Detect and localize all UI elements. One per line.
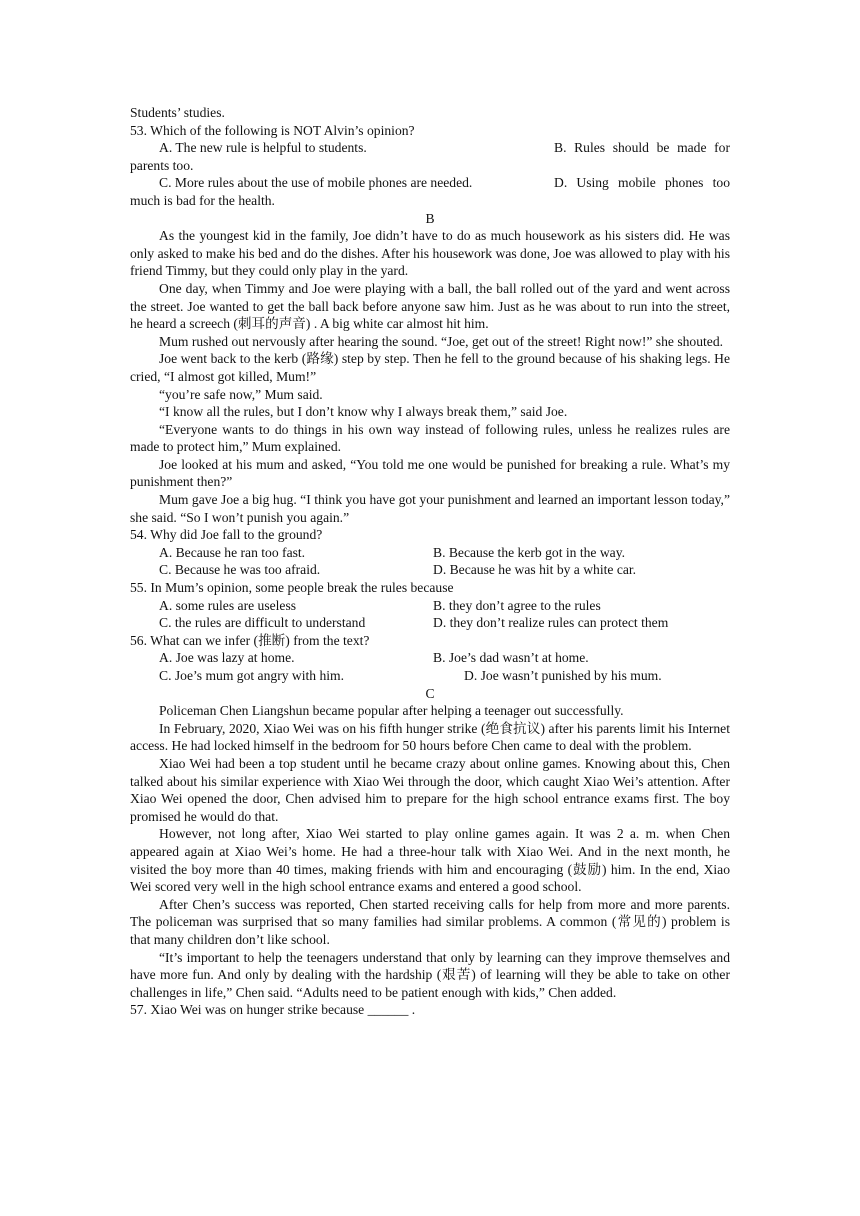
passage-b-paragraph: Mum rushed out nervously after hearing the sound. “Joe, get out of the street! Right now!” she shouted. — [159, 333, 724, 349]
passage-c-paragraph: In February, 2020, Xiao Wei was on his fifth hunger strike (绝食抗议) after his parents limit his Internet access. He had locked himself in the bedroom for 50 hours before Chen came to deal with the problem. — [130, 720, 730, 754]
passage-c-paragraph: Xiao Wei had been a top student until he became crazy about online games. Knowing about this, Chen talked about his similar experience with Xiao Wei through the door, which caught Xiao Wei’s attention. After Xiao Wei opened the door, Chen advised him to prepare for the high school entrance exams first. The boy promised he would do that. — [130, 755, 730, 824]
option-56-d: D. Joe wasn’t punished by his mum. — [464, 668, 662, 683]
passage-c-paragraph: “It’s important to help the teenagers understand that only by learning can they improve themselves and have more fun. And only by dealing with the hardship (艰苦) of learning will they be able to take on other challenges in life,” Chen said. “Adults need to be patient enough with kids,” Chen added. — [130, 949, 730, 1000]
option-53-d: D. Using mobile phones too much is bad for the health. — [130, 175, 730, 208]
question-54-options-cd — [130, 561, 730, 579]
passage-b-paragraph: As the youngest kid in the family, Joe didn’t have to do as much housework as his sisters did. He was only asked to make his bed and do the dishes. After his housework was done, Joe was allowed to play with his friend Timmy, but they could only play in the yard. — [130, 228, 730, 279]
passage-c-paragraph: Policeman Chen Liangshun became popular after helping a teenager out successfully. — [159, 703, 624, 719]
question-57: 57. Xiao Wei was on hunger strike because ______ . — [130, 1002, 416, 1018]
option-55-b: B. they don’t agree to the rules — [433, 597, 601, 613]
option-54-b: B. Because the kerb got in the way. — [433, 544, 626, 560]
option-55-a: A. some rules are useless — [159, 597, 297, 613]
passage-b-paragraph: “you’re safe now,” Mum said. — [159, 386, 323, 402]
question-54-options-ab — [130, 544, 730, 562]
passage-b-paragraph: Joe went back to the kerb (路缘) step by step. Then he fell to the ground because of his shaking legs. He cried, “I almost got killed, Mum!” — [130, 351, 730, 384]
passage-b-paragraph: “Everyone wants to do things in his own way instead of following rules, unless he realizes rules are made to protect him,” Mum explained. — [130, 421, 730, 455]
question-53-options-ab — [130, 139, 730, 174]
passage-c-paragraph: After Chen’s success was reported, Chen started receiving calls for help from more and more parents. The policeman was surprised that so many families had similar problems. A common (常见的) problem is that many children don’t like school. — [130, 896, 730, 947]
passage-b-paragraph: “I know all the rules, but I don’t know why I always break them,” said Joe. — [159, 404, 568, 420]
option-54-c: C. Because he was too afraid. — [159, 562, 321, 578]
option-53-a: A. The new rule is helpful to students. — [159, 140, 367, 156]
option-53-b: B. Rules should be made for parents too. — [130, 140, 730, 173]
option-54-d: D. Because he was hit by a white car. — [433, 562, 637, 578]
option-55-c: C. the rules are difficult to understand — [159, 615, 366, 631]
question-54: 54. Why did Joe fall to the ground? — [130, 527, 323, 543]
question-53: 53. Which of the following is NOT Alvin’s opinion? — [130, 122, 415, 138]
passage-b-paragraph: One day, when Timmy and Joe were playing with a ball, the ball rolled out of the yard and went across the street. Joe wanted to get the ball back before anyone saw him. Just as he was about to run into the street, he heard a screech (刺耳的声音) . A big white car almost hit him. — [130, 280, 730, 332]
passage-c-paragraph: However, not long after, Xiao Wei started to play online games again. It was 2 a. m. when Chen appeared again at Xiao Wei’s home. He had a three-hour talk with Xiao Wei. And in the next month, he visited the boy more than 40 times, making friends with him and encouraging (鼓励) him. In the end, Xiao Wei scored very well in the high school entrance exams and entered a good school. — [130, 826, 730, 895]
section-c-heading: C — [425, 685, 435, 701]
question-55-options-ab — [130, 597, 730, 615]
question-56-options-ab — [130, 649, 730, 667]
question-55: 55. In Mum’s opinion, some people break the rules because — [130, 580, 454, 596]
question-56: 56. What can we infer (推断) from the text? — [130, 632, 370, 648]
question-53-options-cd — [130, 174, 730, 209]
question-56-options-cd — [130, 667, 730, 685]
section-b-heading: B — [425, 210, 435, 226]
question-55-options-cd — [130, 614, 730, 632]
passage-a-tail: Students’ studies. — [130, 105, 225, 120]
option-53-c: C. More rules about the use of mobile phones are needed. — [159, 175, 473, 191]
passage-b-paragraph: Mum gave Joe a big hug. “I think you have got your punishment and learned an important lesson today,” she said. “So I won’t punish you again.” — [130, 492, 730, 525]
option-56-b: B. Joe’s dad wasn’t at home. — [433, 650, 589, 666]
option-56-c: C. Joe’s mum got angry with him. — [159, 668, 345, 683]
passage-b-paragraph: Joe looked at his mum and asked, “You told me one would be punished for breaking a rule. What’s my punishment then?” — [130, 456, 730, 490]
option-54-a: A. Because he ran too fast. — [159, 544, 306, 560]
option-56-a: A. Joe was lazy at home. — [159, 650, 295, 666]
option-55-d: D. they don’t realize rules can protect them — [433, 615, 669, 631]
